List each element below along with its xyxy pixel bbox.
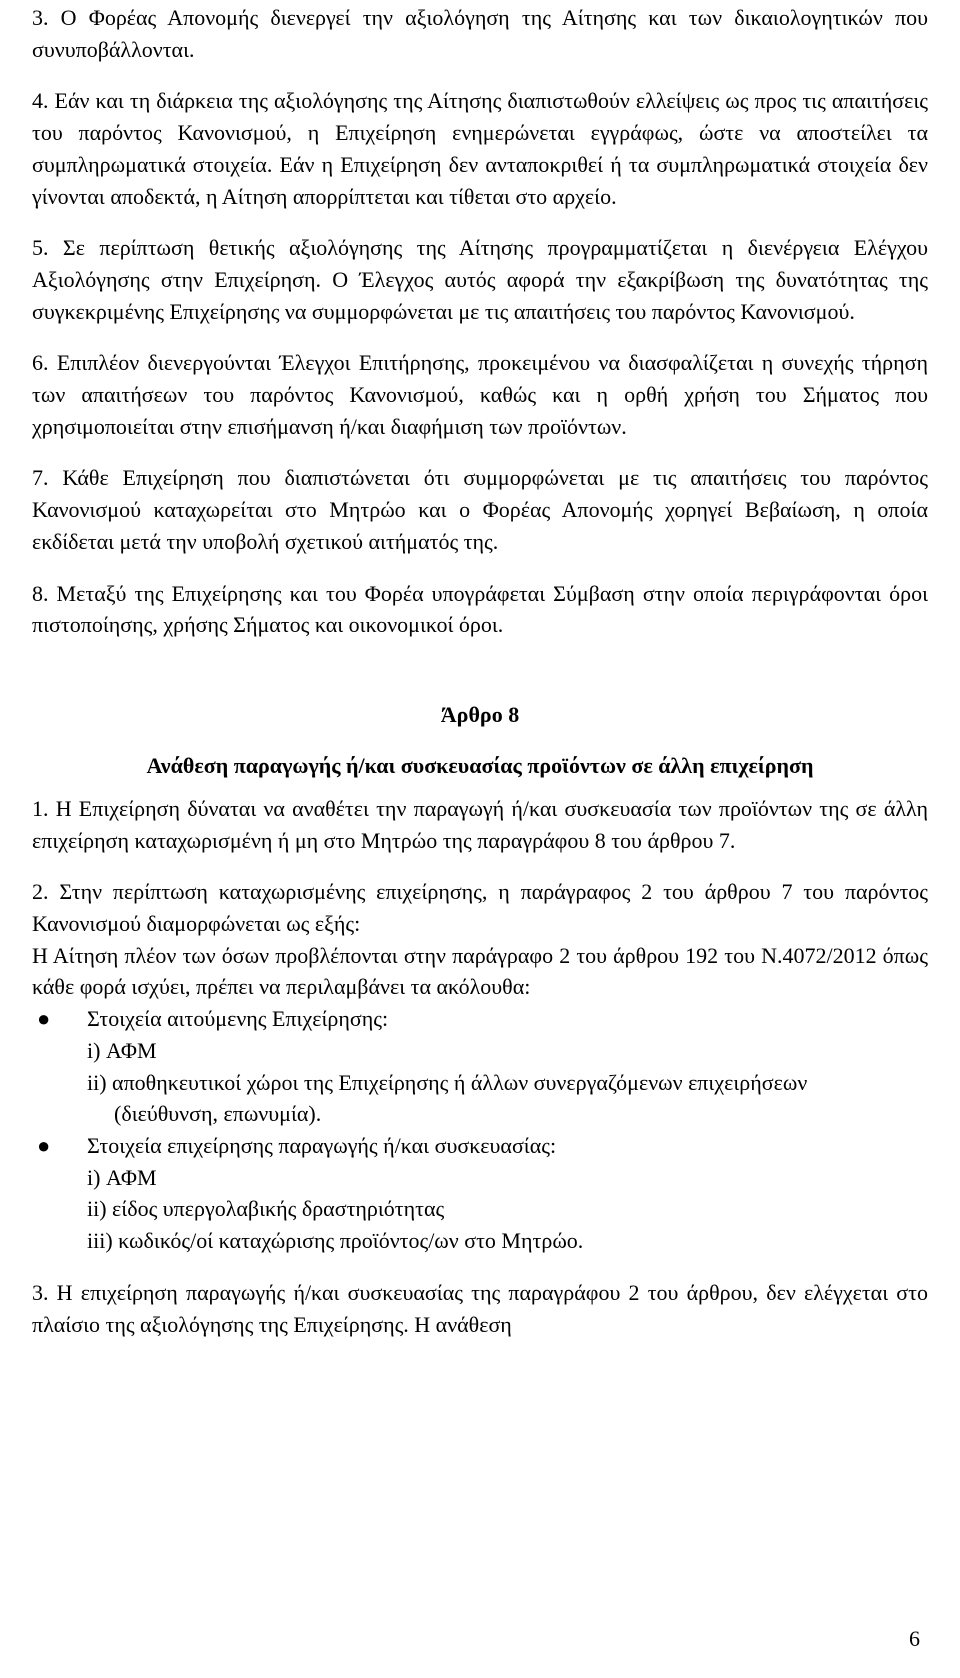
article-number: Άρθρο 8	[440, 701, 520, 727]
sub-item: i) ΑΦΜ	[87, 1164, 157, 1190]
paragraph-4: 4. Εάν και τη διάρκεια της αξιολόγησης της Αίτησης διαπιστωθούν ελλείψεις ως προς τις απαιτήσεις του παρόντος Κανονισμού, η Επιχείρηση ενημερώνεται εγγράφως, ώστε να αποστείλει τα συμπληρωματικά στοιχεία. Εάν η Επιχείρηση δεν ανταποκριθεί ή τα συμπληρωματικά στοιχεία δεν γίνονται αποδεκτά, η Αίτηση απορρίπτεται και τίθεται στο αρχείο.	[32, 88, 928, 209]
bullet-icon: ●	[37, 1132, 51, 1158]
bullet-icon: ●	[37, 1006, 51, 1032]
list-item	[32, 1003, 928, 1130]
article-paragraph-2-body: Η Αίτηση πλέον των όσων προβλέπονται στην παράγραφο 2 του άρθρου 192 του Ν.4072/2012 όπως κάθε φορά ισχύει, πρέπει να περιλαμβάνει τα ακόλουθα:	[32, 942, 928, 1000]
sub-item: ii) αποθηκευτικοί χώροι της Επιχείρησης ή άλλων συνεργαζόμενων επιχειρήσεων	[87, 1069, 808, 1095]
paragraph-7: 7. Κάθε Επιχείρηση που διαπιστώνεται ότι συμμορφώνεται με τις απαιτήσεις του παρόντος Κανονισμού καταχωρείται στο Μητρώο και ο Φορέας Απονομής χορηγεί Βεβαίωση, η οποία εκδίδεται μετά την υποβολή σχετικού αιτήματός της.	[32, 465, 928, 554]
requirements-list	[32, 1003, 928, 1257]
paragraph-3: 3. Ο Φορέας Απονομής διενεργεί την αξιολόγηση της Αίτησης και των δικαιολογητικών που συνυποβάλλονται.	[32, 5, 928, 62]
list-item	[32, 1130, 928, 1257]
page-number: 6	[909, 1626, 920, 1651]
sub-item: ii) είδος υπεργολαβικής δραστηριότητας	[87, 1196, 445, 1222]
article-paragraph-2-intro: 2. Στην περίπτωση καταχωρισμένης επιχείρησης, η παράγραφος 2 του άρθρου 7 του παρόντος Κανονισμού διαμορφώνεται ως εξής:	[32, 879, 928, 937]
paragraph-8: 8. Μεταξύ της Επιχείρησης και του Φορέα υπογράφεται Σύμβαση στην οποία περιγράφονται όροι πιστοποίησης, χρήσης Σήματος και οικονομικοί όροι.	[32, 580, 928, 638]
sub-item-continuation: (διεύθυνση, επωνυμία).	[114, 1101, 322, 1127]
article-paragraph-3: 3. Η επιχείρηση παραγωγής ή/και συσκευασίας της παραγράφου 2 του άρθρου, δεν ελέγχεται στο πλαίσιο της αξιολόγησης της Επιχείρησης. Η ανάθεση	[32, 1279, 928, 1337]
sub-item: iii) κωδικός/οί καταχώρισης προϊόντος/ων στο Μητρώο.	[87, 1228, 584, 1254]
sub-item: i) ΑΦΜ	[87, 1037, 157, 1063]
bullet-title: Στοιχεία επιχείρησης παραγωγής ή/και συσκευασίας:	[87, 1132, 557, 1158]
paragraph-5: 5. Σε περίπτωση θετικής αξιολόγησης της Αίτησης προγραμματίζεται η διενέργεια Ελέγχου Αξιολόγησης στην Επιχείρηση. Ο Έλεγχος αυτός αφορά την εξακρίβωση της δυνατότητας της συγκεκριμένης Επιχείρησης να συμμορφώνεται με τις απαιτήσεις του παρόντος Κανονισμού.	[32, 235, 928, 324]
article-paragraph-1: 1. Η Επιχείρηση δύναται να αναθέτει την παραγωγή ή/και συσκευασία των προϊόντων της σε άλλη επιχείρηση καταχωρισμένη ή μη στο Μητρώο της παραγράφου 8 του άρθρου 7.	[32, 795, 928, 853]
document-page	[32, 0, 928, 1340]
bullet-title: Στοιχεία αιτούμενης Επιχείρησης:	[87, 1006, 389, 1032]
article-title: Ανάθεση παραγωγής ή/και συσκευασίας προϊόντων σε άλλη επιχείρηση	[146, 752, 814, 778]
paragraph-6: 6. Επιπλέον διενεργούνται Έλεγχοι Επιτήρησης, προκειμένου να διασφαλίζεται η συνεχής τήρηση των απαιτήσεων του παρόντος Κανονισμού, καθώς και η ορθή χρήση του Σήματος που χρησιμοποιείται στην επισήμανση ή/και διαφήμιση των προϊόντων.	[32, 350, 928, 439]
